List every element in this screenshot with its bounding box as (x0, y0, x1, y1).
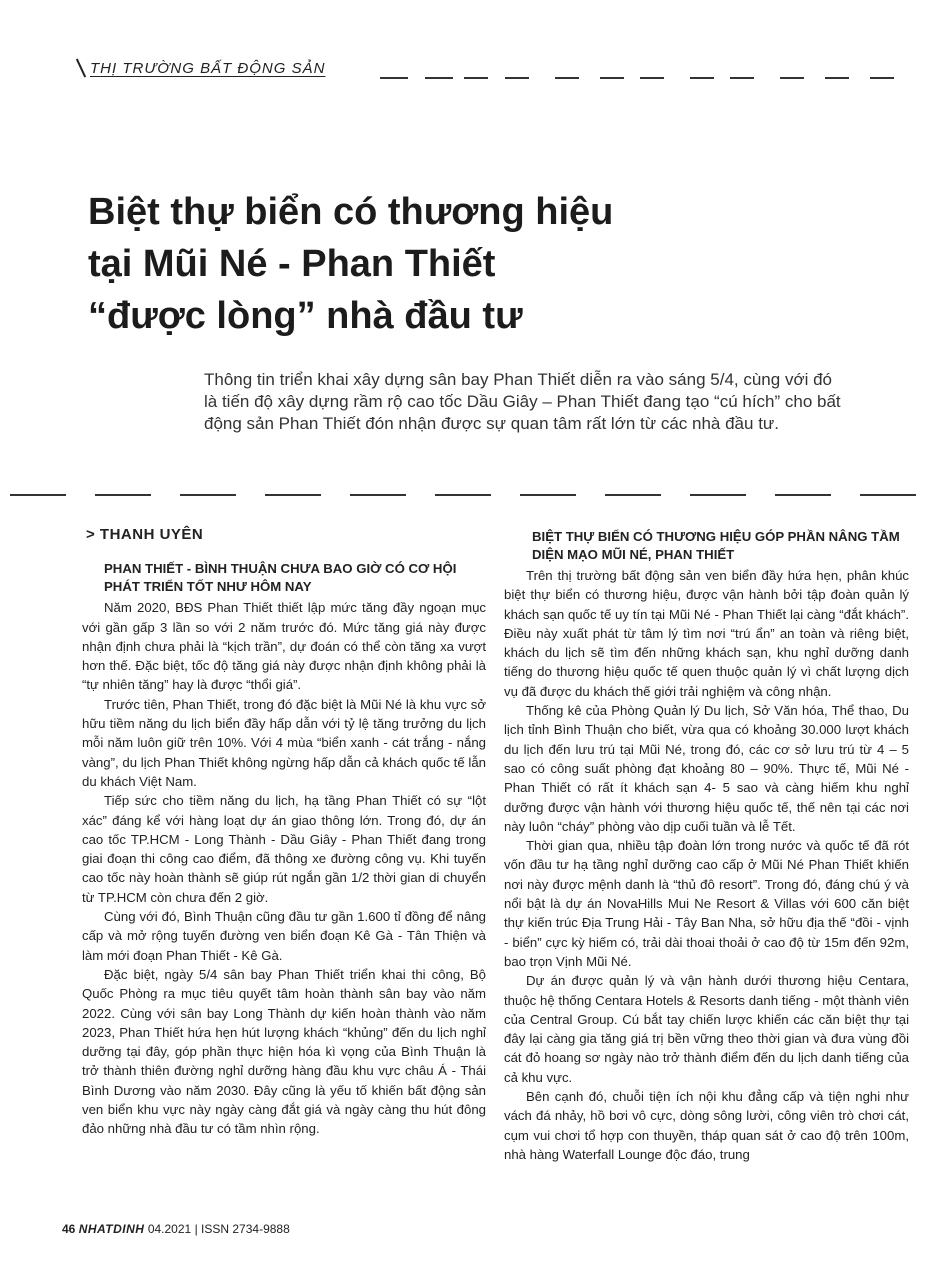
header-dash (640, 77, 664, 79)
header-dash (690, 77, 714, 79)
page-number: 46 (62, 1222, 76, 1236)
header-dash (600, 77, 624, 79)
article-title (88, 186, 648, 342)
body-paragraph: Thống kê của Phòng Quản lý Du lịch, Sở Văn hóa, Thể thao, Du lịch tỉnh Bình Thuận cho biết, vừa qua có khoảng 30.000 lượt khách du lịch đến lưu trú tại Mũi Né, trong đó, các cơ sở lưu trú từ 4 – 5 sao có công suất phòng đạt khoảng 80 – 90%. Thực tế, Mũi Né - Phan Thiết có rất ít khách sạn 4- 5 sao và càng hiếm khu nghỉ dưỡng được vận hành với thương hiệu quốc tế, thế nên tại các nơi này luôn “cháy” phòng vào dịp cuối tuần và lễ Tết. (504, 703, 909, 834)
header-dash (780, 77, 804, 79)
body-paragraph: Trước tiên, Phan Thiết, trong đó đặc biệt là Mũi Né là khu vực sở hữu tiềm năng du lịch biển đầy hấp dẫn với tỷ lệ tăng trưởng du lịch mỗi năm luôn giữ trên 10%. Với 4 mùa “biển xanh - cát trắng - nắng vàng”, du lịch Phan Thiết không ngừng hấp dẫn cả khách quốc tế lẫn du khách Việt Nam. (82, 696, 486, 789)
header-dash (425, 77, 453, 79)
issue-date: 04.2021 (147, 1222, 192, 1236)
body-paragraph: Năm 2020, BĐS Phan Thiết thiết lập mức tăng đầy ngoạn mục với gần gấp 3 lần so với 2 năm trước đó. Mức tăng giá này được nhận định chưa phải là “kịch trần”, dự đoán có thể còn tăng xa vượt hơn thế. Đặc biệt, tốc độ tăng giá này được nhận định không phải là “tự nhiên tăng” hay là được “thổi giá”. (82, 600, 486, 693)
rule-dash (860, 494, 916, 496)
rule-dash (520, 494, 576, 496)
article-lead: Thông tin triển khai xây dựng sân bay Phan Thiết diễn ra vào sáng 5/4, cùng với đó là tiến độ xây dựng rầm rộ cao tốc Dầu Giây – Phan Thiết đang tạo “cú hích” cho bất động sản Phan Thiết đón nhận được sự quan tâm rất lớn từ các nhà đầu tư. (204, 370, 841, 433)
rule-dash (180, 494, 236, 496)
page-footer (62, 1222, 290, 1236)
title-line: tại Mũi Né - Phan Thiết (88, 243, 496, 285)
section-label: THỊ TRƯỜNG BẤT ĐỘNG SẢN (90, 60, 326, 77)
rule-dash (350, 494, 406, 496)
body-paragraph: Đặc biệt, ngày 5/4 sân bay Phan Thiết triển khai thi công, Bộ Quốc Phòng ra mục tiêu quyết tâm hoàn thành sân bay vào năm 2022. Cùng với sân bay Long Thành dự kiến hoàn thành vào năm 2023, Phan Thiết hứa hẹn hút lượng khách “khủng” đến du lịch nghỉ dưỡng tại đây, góp phần thực hiện hóa kì vọng của Bình Thuận là trở thành thiên đường nghỉ dưỡng hàng đầu khu vực châu Á - Thái Bình Dương vào năm 2030. Đây cũng là yếu tố khiến bất động sản ven biển khu vực này ngày càng đắt giá và ngày càng thu hút đông đảo những nhà đầu tư có tầm nhìn rộng. (82, 966, 486, 1137)
body-paragraph: Cùng với đó, Bình Thuận cũng đầu tư gần 1.600 tỉ đồng để nâng cấp và mở rộng tuyến đường ven biển đoạn Kê Gà - Tân Thiện và làm mới đoạn Phan Thiết - Kê Gà. (82, 909, 486, 963)
header-dash (555, 77, 579, 79)
rule-dash (605, 494, 661, 496)
left-subheading: PHAN THIẾT - BÌNH THUẬN CHƯA BAO GIỜ CÓ CƠ HỘI PHÁT TRIỂN TỐT NHƯ HÔM NAY (104, 561, 457, 595)
body-paragraph: Thời gian qua, nhiều tập đoàn lớn trong nước và quốc tế đã rót vốn đầu tư hạ tầng nghỉ dưỡng cao cấp ở Mũi Né Phan Thiết khiến nơi này được mệnh danh là “thủ đô resort”. Trong đó, đáng chú ý và nổi bật là dự án NovaHills Mui Ne Resort & Villas với 600 căn biệt thự kiến trúc Địa Trung Hải - Tây Ban Nha, sở hữu địa thế “đồi - vịnh - biển” cực kỳ hiếm có, trải dài thoai thoải ở cao độ từ 15m đến 92m, bao trọn Vịnh Mũi Né. (504, 838, 909, 969)
header-dash (870, 77, 894, 79)
title-line: “được lòng” nhà đầu tư (88, 295, 523, 337)
rule-dash (10, 494, 66, 496)
separator-rule (0, 493, 942, 497)
author-byline: > THANH UYÊN (86, 526, 204, 543)
rule-dash (435, 494, 491, 496)
rule-dash (690, 494, 746, 496)
header-dash (825, 77, 849, 79)
section-header (80, 56, 940, 86)
rule-dash (95, 494, 151, 496)
left-column (82, 525, 486, 1139)
body-paragraph: Trên thị trường bất động sản ven biển đầy hứa hẹn, phân khúc biệt thự biển có thương hiệu, được vận hành bởi tập đoàn quản lý khách sạn quốc tế uy tín tại Mũi Né - Phan Thiết lại càng “đắt khách”. Điều này xuất phát từ tâm lý tìm nơi “trú ẩn” an toàn và riêng biệt, khách du lịch sẽ tìm đến những khách sạn, khu nghỉ dưỡng danh tiếng do thương hiệu quốc tế quen thuộc quản lý vì chất lượng dịch vụ đã được du khách thế giới trải nghiệm và công nhận. (504, 568, 909, 699)
body-paragraph: Tiếp sức cho tiềm năng du lịch, hạ tầng Phan Thiết có sự “lột xác” đáng kể với hàng loạt dự án giao thông lớn. Trong đó, dự án cao tốc TP.HCM - Long Thành - Dầu Giây - Phan Thiết đang trong giai đoạn thi công cao điểm, đã thông xe đường công vụ. Khi tuyến cao tốc này hoàn thành sẽ giúp rút ngắn gần 1/2 thời gian di chuyển từ TP.HCM còn chưa đến 2 giờ. (82, 793, 486, 905)
right-column (504, 525, 909, 1164)
magazine-logo: NHATDINH (78, 1222, 145, 1236)
rule-dash (775, 494, 831, 496)
header-dash (464, 77, 488, 79)
header-dash (380, 77, 408, 79)
header-dash (730, 77, 754, 79)
header-dash (505, 77, 529, 79)
rule-dash (265, 494, 321, 496)
footer-separator: | (194, 1222, 198, 1236)
issn: ISSN 2734-9888 (201, 1222, 290, 1236)
body-paragraph: Dự án được quản lý và vận hành dưới thương hiệu Centara, thuộc hệ thống Centara Hotels & Resorts danh tiếng - một thành viên của Central Group. Cú bắt tay chiến lược khiến các căn biệt thự tại đây lại càng gia tăng giá trị bền vững theo thời gian và đưa vùng đồi cát đỏ hoang sơ ngày nào trở thành điểm đến du lịch danh tiếng của cả khu vực. (504, 973, 909, 1085)
header-slash (76, 59, 86, 78)
right-subheading: BIỆT THỰ BIỂN CÓ THƯƠNG HIỆU GÓP PHẦN NÂNG TẦM DIỆN MẠO MŨI NÉ, PHAN THIẾT (532, 529, 900, 562)
body-paragraph: Bên cạnh đó, chuỗi tiện ích nội khu đẳng cấp và tiện nghi như vách đá nhảy, hồ bơi vô cực, dòng sông lười, công viên trò chơi cát, cụm vui chơi tổ hợp con thuyền, tháp quan sát ở cao độ trên 100m, nhà hàng Waterfall Lounge độc đáo, trung (504, 1089, 909, 1162)
title-line: Biệt thự biển có thương hiệu (88, 191, 614, 233)
